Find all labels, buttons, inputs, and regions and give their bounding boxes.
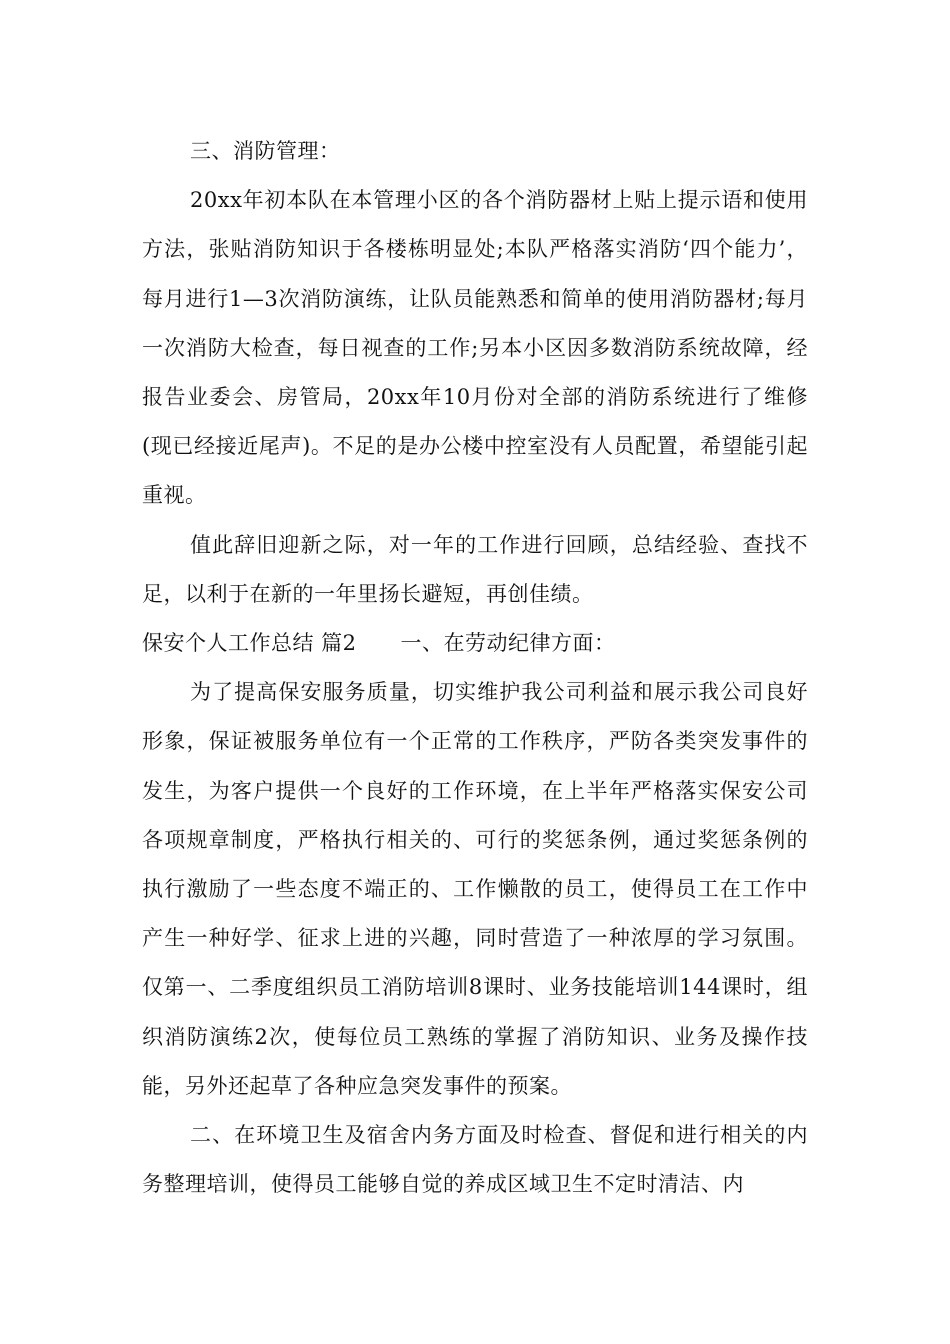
article-title-line [142,619,808,668]
labor-discipline-heading: 一、在劳动纪律方面： [400,631,616,656]
document-body [142,127,808,1209]
paragraph-labor-discipline: 为了提高保安服务质量，切实维护我公司利益和展示我公司良好形象，保证被服务单位有一个正常的工作秩序，严防各类突发事件的发生，为客户提供一个良好的工作环境，在上半年严格落实保安公司各项规章制度，严格执行相关的、可行的奖惩条例，通过奖惩条例的执行激励了一些态度不端正的、工作懒散的员工，使得员工在工作中产生一种好学、征求上进的兴趣，同时营造了一种浓厚的学习氛围。仅第一、二季度组织员工消防培训8课时、业务技能培训144课时，组织消防演练2次，使每位员工熟练的掌握了消防知识、业务及操作技能，另外还起草了各种应急突发事件的预案。 [142,680,808,1098]
paragraph-fire-management: 20xx年初本队在本管理小区的各个消防器材上贴上提示语和使用方法，张贴消防知识于各楼栋明显处;本队严格落实消防‘四个能力’，每月进行1—3次消防演练，让队员能熟悉和简单的使用消防器材;每月一次消防大检查，每日视查的工作;另本小区因多数消防系统故障，经报告业委会、房管局，20xx年10月份对全部的消防系统进行了维修(现已经接近尾声)。不足的是办公楼中控室没有人员配置，希望能引起重视。 [142,188,808,508]
paragraph-environment-hygiene: 二、在环境卫生及宿舍内务方面及时检查、督促和进行相关的内务整理培训，使得员工能够自觉的养成区域卫生不定时清洁、内 [142,1123,808,1197]
paragraph-year-review: 值此辞旧迎新之际，对一年的工作进行回顾，总结经验、查找不足，以利于在新的一年里扬长避短，再创佳绩。 [142,532,808,606]
section-heading-fire-management: 三、消防管理： [190,139,341,163]
article-title: 保安个人工作总结 篇2 [142,631,357,656]
